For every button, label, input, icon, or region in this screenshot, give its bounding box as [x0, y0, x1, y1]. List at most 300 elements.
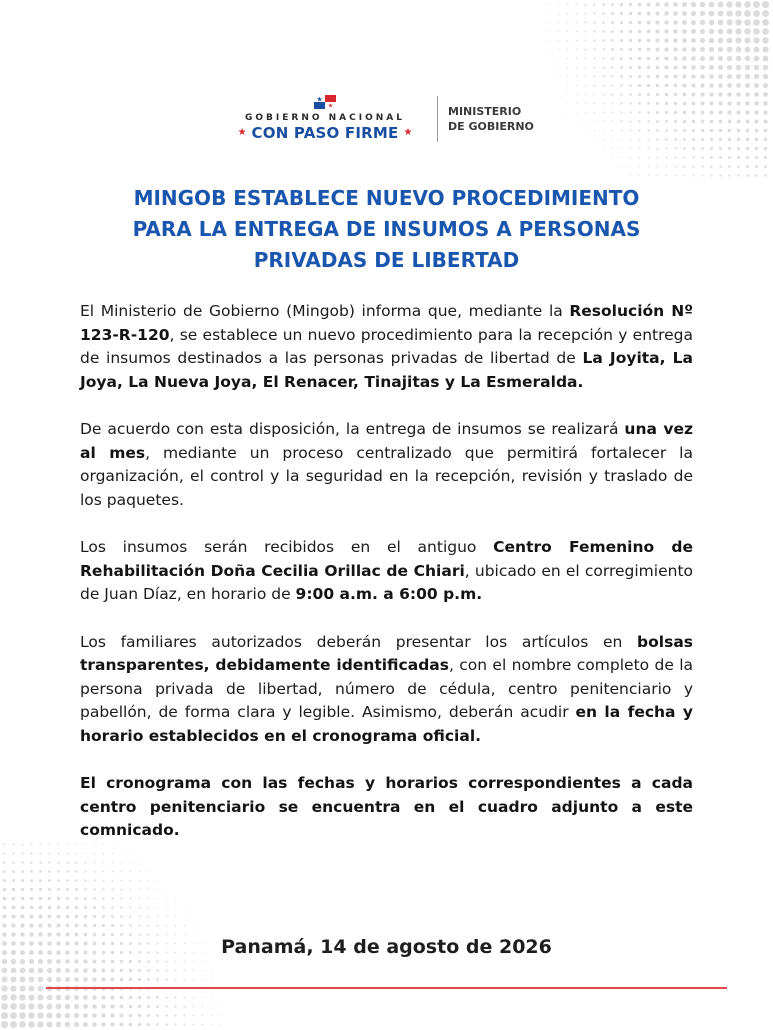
decorative-dot [74, 959, 78, 963]
decorative-dot [727, 65, 732, 70]
decorative-dot [10, 1012, 17, 1019]
decorative-dot [674, 156, 676, 158]
decorative-dot [664, 29, 668, 33]
decorative-dot [648, 166, 650, 168]
decorative-dot [38, 968, 43, 973]
decorative-dot [718, 47, 723, 52]
decorative-dot [531, 13, 532, 14]
decorative-dot [130, 898, 132, 900]
decorative-dot [184, 934, 185, 935]
decorative-dot [664, 2, 668, 6]
decorative-dot [665, 156, 667, 158]
decorative-dot [83, 1013, 88, 1018]
decorative-dot [174, 1023, 176, 1025]
decorative-dot [56, 1013, 62, 1019]
decorative-dot [755, 174, 757, 176]
decorative-dot [657, 157, 659, 159]
decorative-dot [184, 979, 186, 981]
decorative-dot [147, 960, 150, 963]
decorative-dot [65, 977, 70, 982]
decorative-dot [621, 157, 622, 158]
decorative-dot [753, 28, 760, 35]
decorative-dot [744, 37, 750, 43]
decorative-dot [57, 870, 59, 872]
p3-text-c: , ubicado en el corregimiento de Juan Díaz, en horario de [80, 561, 693, 603]
decorative-dot [57, 906, 60, 909]
decorative-dot [656, 48, 660, 52]
decorative-dot [21, 906, 25, 910]
decorative-dot [762, 10, 769, 17]
p2-text-a: De acuerdo con esta disposición, la entrega de insumos se realizará [80, 420, 625, 438]
decorative-dot [39, 915, 43, 919]
decorative-dot [166, 889, 167, 890]
decorative-dot [156, 1005, 159, 1008]
decorative-dot [47, 977, 52, 982]
decorative-dot [540, 40, 541, 41]
decorative-dot [38, 995, 44, 1001]
decorative-dot [665, 75, 669, 79]
decorative-dot [576, 49, 578, 51]
decorative-dot [229, 1024, 230, 1025]
decorative-dot [101, 1013, 105, 1017]
decorative-dot [1, 994, 8, 1001]
p1-centros-list: La Joyita, La Joya, La Nueva Joya, El Renacer, Tinajitas y La Esmeralda. [80, 349, 693, 391]
decorative-dot [12, 852, 14, 854]
decorative-dot [1, 1021, 8, 1028]
decorative-dot [156, 1023, 159, 1026]
decorative-dot [19, 985, 25, 991]
header-logos [0, 95, 773, 142]
decorative-dot [700, 2, 706, 8]
decorative-dot [28, 994, 34, 1000]
decorative-dot [718, 38, 724, 44]
decorative-dot [211, 1006, 212, 1007]
decorative-dot [193, 907, 194, 908]
decorative-dot [83, 959, 87, 963]
decorative-dot [147, 969, 150, 972]
decorative-dot [2, 914, 6, 918]
decorative-dot [30, 906, 34, 910]
decorative-dot [138, 978, 141, 981]
decorative-dot [719, 147, 722, 150]
decorative-dot [585, 148, 586, 149]
decorative-dot [638, 84, 641, 87]
decorative-dot [74, 1013, 79, 1018]
decorative-dot [38, 923, 42, 927]
decorative-dot [211, 1024, 212, 1025]
decorative-dot [121, 889, 123, 891]
decorative-dot [648, 157, 650, 159]
decorative-dot [101, 995, 105, 999]
decorative-dot [666, 166, 668, 168]
decorative-dot [39, 888, 42, 891]
decorative-dot [10, 994, 17, 1001]
decorative-dot [121, 871, 123, 873]
decorative-dot [147, 996, 150, 999]
decorative-dot [19, 994, 25, 1000]
decorative-dot [4, 844, 6, 846]
decorative-dot [611, 57, 614, 60]
decorative-dot [193, 979, 195, 981]
decorative-dot [576, 85, 577, 86]
decorative-dot [602, 3, 605, 6]
decorative-dot [92, 1004, 97, 1009]
decorative-dot [549, 22, 550, 23]
decorative-dot [120, 897, 122, 899]
decorative-dot [602, 30, 605, 33]
decorative-dot [745, 83, 750, 88]
decorative-dot [675, 175, 677, 177]
decorative-dot [120, 915, 123, 918]
decorative-dot [719, 156, 722, 159]
decorative-dot [165, 996, 167, 998]
decorative-dot [202, 916, 203, 917]
decorative-dot [647, 30, 651, 34]
p3-text-a: Los insumos serán recibidos en el antiguo [80, 538, 494, 556]
decorative-dot [744, 10, 751, 17]
decorative-dot [602, 84, 604, 86]
decorative-dot [75, 888, 78, 891]
decorative-dot [28, 1003, 34, 1009]
gobierno-nacional-logo [225, 95, 425, 142]
decorative-dot [691, 47, 696, 52]
decorative-dot [10, 1003, 17, 1010]
decorative-dot [66, 861, 68, 863]
decorative-dot [165, 978, 167, 980]
decorative-dot [130, 871, 131, 872]
decorative-dot [754, 74, 759, 79]
decorative-dot [726, 10, 732, 16]
decorative-dot [745, 74, 750, 79]
decorative-dot [37, 1021, 43, 1027]
decorative-dot [83, 977, 88, 982]
decorative-dot [202, 961, 203, 962]
decorative-dot [3, 897, 7, 901]
decorative-dot [611, 84, 613, 86]
decorative-dot [611, 39, 614, 42]
decorative-dot [130, 889, 132, 891]
decorative-dot [129, 1023, 133, 1027]
decorative-dot [184, 961, 186, 963]
decorative-dot-pattern-top-right [473, 0, 773, 180]
decorative-dot [727, 38, 733, 44]
release-date: Panamá, 14 de agosto de 2026 [221, 936, 552, 958]
decorative-dot [94, 871, 96, 873]
decorative-dot [84, 888, 87, 891]
decorative-dot [120, 1023, 124, 1027]
decorative-dot [48, 870, 51, 873]
decorative-dot [174, 1014, 176, 1016]
decorative-dot [184, 907, 185, 908]
decorative-dot [629, 48, 632, 51]
decorative-dot [48, 915, 52, 919]
decorative-dot [630, 166, 631, 167]
decorative-dot [120, 978, 124, 982]
decorative-dot [57, 879, 60, 882]
decorative-dot [673, 65, 677, 69]
paragraph-lugar-horario [80, 536, 693, 607]
decorative-dot [700, 20, 705, 25]
decorative-dot [763, 83, 768, 88]
decorative-dot [30, 852, 32, 854]
decorative-dot [718, 20, 724, 26]
p1-text-c: , se establece un nuevo procedimiento para la recepción y entrega de insumos destinados a las personas privadas de libertad de [80, 325, 693, 367]
decorative-dot [20, 923, 24, 927]
decorative-dot [175, 925, 176, 926]
decorative-dot [549, 67, 550, 68]
decorative-dot [735, 1, 742, 8]
decorative-dot [93, 915, 96, 918]
decorative-dot [93, 888, 95, 890]
decorative-dot [76, 853, 78, 855]
decorative-dot [129, 906, 131, 908]
decorative-dot [718, 56, 723, 61]
decorative-dot [229, 997, 230, 998]
decorative-dot [558, 49, 559, 50]
decorative-dot [156, 996, 159, 999]
decorative-dot [531, 4, 532, 5]
decorative-dot [611, 3, 614, 6]
decorative-dot [621, 175, 622, 176]
decorative-dot [709, 47, 714, 52]
decorative-dot [673, 20, 678, 25]
decorative-dot [664, 20, 668, 24]
decorative-dot [719, 174, 721, 176]
decorative-dot [39, 852, 41, 854]
decorative-dot [576, 31, 578, 33]
decorative-dot [682, 11, 687, 16]
decorative-dot [84, 915, 87, 918]
decorative-dot [682, 2, 687, 7]
decorative-dot [718, 11, 724, 17]
decorative-dot [157, 880, 158, 881]
decorative-dot [682, 47, 687, 52]
decorative-dot [202, 1015, 203, 1016]
decorative-dot [102, 879, 104, 881]
decorative-dot [584, 21, 586, 23]
decorative-dot [709, 56, 714, 61]
decorative-dot [193, 970, 194, 971]
decorative-dot [735, 10, 741, 16]
decorative-dot [202, 1006, 203, 1007]
decorative-dot [56, 959, 61, 964]
decorative-dot [202, 925, 203, 926]
decorative-dot [664, 56, 668, 60]
decorative-dot [540, 4, 541, 5]
decorative-dot [157, 898, 158, 899]
decorative-dot [11, 914, 15, 918]
decorative-dot [691, 74, 695, 78]
decorative-dot [83, 968, 87, 972]
decorative-dot [638, 39, 642, 43]
decorative-dot [593, 66, 595, 68]
decorative-dot [29, 977, 35, 983]
decorative-dot [691, 20, 696, 25]
decorative-dot [629, 57, 632, 60]
decorative-dot [593, 21, 595, 23]
decorative-dot [585, 58, 587, 60]
decorative-dot [21, 879, 24, 882]
decorative-dot [567, 49, 568, 50]
gobierno-nacional-text: GOBIERNO NACIONAL [245, 113, 405, 123]
decorative-dot [139, 871, 140, 872]
decorative-dot [102, 897, 105, 900]
decorative-dot [655, 20, 659, 24]
decorative-dot [682, 56, 686, 60]
decorative-dot [93, 879, 95, 881]
decorative-dot [620, 57, 623, 60]
footer-red-divider [46, 987, 727, 989]
decorative-dot [184, 970, 186, 972]
decorative-dot [655, 11, 659, 15]
decorative-dot [67, 853, 69, 855]
title-line-3: PRIVADAS DE LIBERTAD [253, 248, 520, 272]
decorative-dot [709, 11, 715, 17]
decorative-dot [718, 29, 724, 35]
decorative-dot [647, 57, 651, 61]
decorative-dot [665, 66, 669, 70]
decorative-dot [540, 67, 541, 68]
decorative-dot [620, 39, 623, 42]
decorative-dot [691, 38, 696, 43]
decorative-dot [701, 147, 704, 150]
p4-cronograma: en la fecha y horario establecidos en el cronograma oficial. [80, 703, 693, 745]
decorative-dot [611, 48, 614, 51]
decorative-dot [21, 897, 25, 901]
decorative-dot [638, 57, 641, 60]
decorative-dot [620, 84, 623, 87]
decorative-dot [47, 959, 52, 964]
decorative-dot [92, 1013, 97, 1018]
decorative-dot [762, 46, 768, 52]
decorative-dot [110, 1004, 114, 1008]
decorative-dot [3, 879, 6, 882]
decorative-dot [727, 56, 732, 61]
decorative-dot [746, 165, 749, 168]
decorative-dot [558, 85, 559, 86]
decorative-dot [157, 925, 159, 927]
decorative-dot [148, 880, 149, 881]
decorative-dot [620, 12, 623, 15]
decorative-dot [66, 897, 69, 900]
decorative-dot [58, 853, 60, 855]
decorative-dot [30, 915, 34, 919]
decorative-dot [3, 870, 6, 873]
decorative-dot [710, 174, 712, 176]
paragraph-requisitos [80, 631, 693, 749]
decorative-dot [755, 165, 758, 168]
decorative-dot [611, 66, 614, 69]
decorative-dot [593, 39, 595, 41]
decorative-dot [744, 19, 751, 26]
decorative-dot [745, 65, 750, 70]
decorative-dot [92, 977, 96, 981]
decorative-dot [184, 1015, 186, 1017]
decorative-dot [558, 67, 559, 68]
decorative-dot [22, 844, 24, 846]
decorative-dot [630, 157, 631, 158]
decorative-dot [717, 1, 723, 7]
ministerio-text: MINISTERIO [448, 104, 522, 118]
decorative-dot [639, 175, 640, 176]
decorative-dot [719, 165, 721, 167]
decorative-dot [735, 28, 741, 34]
decorative-dot [10, 985, 16, 991]
decorative-dot [540, 49, 541, 50]
decorative-dot [567, 67, 568, 68]
decorative-dot [74, 995, 79, 1000]
decorative-dot [129, 969, 132, 972]
decorative-dot [692, 165, 694, 167]
decorative-dot [66, 924, 70, 928]
decorative-dot [602, 57, 604, 59]
decorative-dot [727, 74, 732, 79]
decorative-dot [120, 1014, 124, 1018]
decorative-dot [549, 4, 550, 5]
decorative-dot [66, 906, 69, 909]
decorative-dot [110, 995, 114, 999]
decorative-dot [612, 166, 613, 167]
decorative-dot [584, 12, 586, 14]
decorative-dot [48, 897, 51, 900]
decorative-dot [110, 1022, 114, 1026]
decorative-dot [138, 915, 140, 917]
decorative-dot [764, 174, 766, 176]
decorative-dot [585, 67, 587, 69]
decorative-dot [621, 148, 622, 149]
decorative-dot [65, 1004, 70, 1009]
decorative-dot [165, 960, 167, 962]
decorative-dot [567, 31, 569, 33]
ministerio-de-gobierno-logo [448, 104, 548, 134]
decorative-dot [576, 22, 578, 24]
decorative-dot [211, 997, 212, 998]
decorative-dot [576, 13, 578, 15]
press-release-title [60, 183, 713, 276]
decorative-dot [531, 22, 532, 23]
decorative-dot [638, 66, 641, 69]
decorative-dot [735, 37, 741, 43]
decorative-dot [701, 174, 703, 176]
decorative-dot [47, 995, 53, 1001]
decorative-dot [229, 1006, 230, 1007]
decorative-dot [567, 58, 568, 59]
decorative-dot [754, 83, 759, 88]
decorative-dot [83, 995, 88, 1000]
decorative-dot [184, 1006, 186, 1008]
decorative-dot [47, 923, 51, 927]
decorative-dot [728, 174, 730, 176]
decorative-dot [21, 870, 24, 873]
decorative-dot [727, 47, 733, 53]
decorative-dot [175, 970, 177, 972]
decorative-dot [737, 156, 740, 159]
decorative-dot [193, 1024, 195, 1026]
decorative-dot [682, 20, 687, 25]
decorative-dot [585, 85, 587, 87]
decorative-dot [701, 165, 703, 167]
decorative-dot [576, 40, 578, 42]
decorative-dot [166, 925, 168, 927]
p4-bolsas: bolsas transparentes, debidamente identificadas [80, 632, 693, 674]
decorative-dot [755, 147, 758, 150]
decorative-dot [74, 977, 79, 982]
decorative-dot [764, 156, 767, 159]
decorative-dot [647, 84, 650, 87]
decorative-dot [737, 165, 740, 168]
decorative-dot [1, 985, 7, 991]
decorative-dot [647, 48, 651, 52]
